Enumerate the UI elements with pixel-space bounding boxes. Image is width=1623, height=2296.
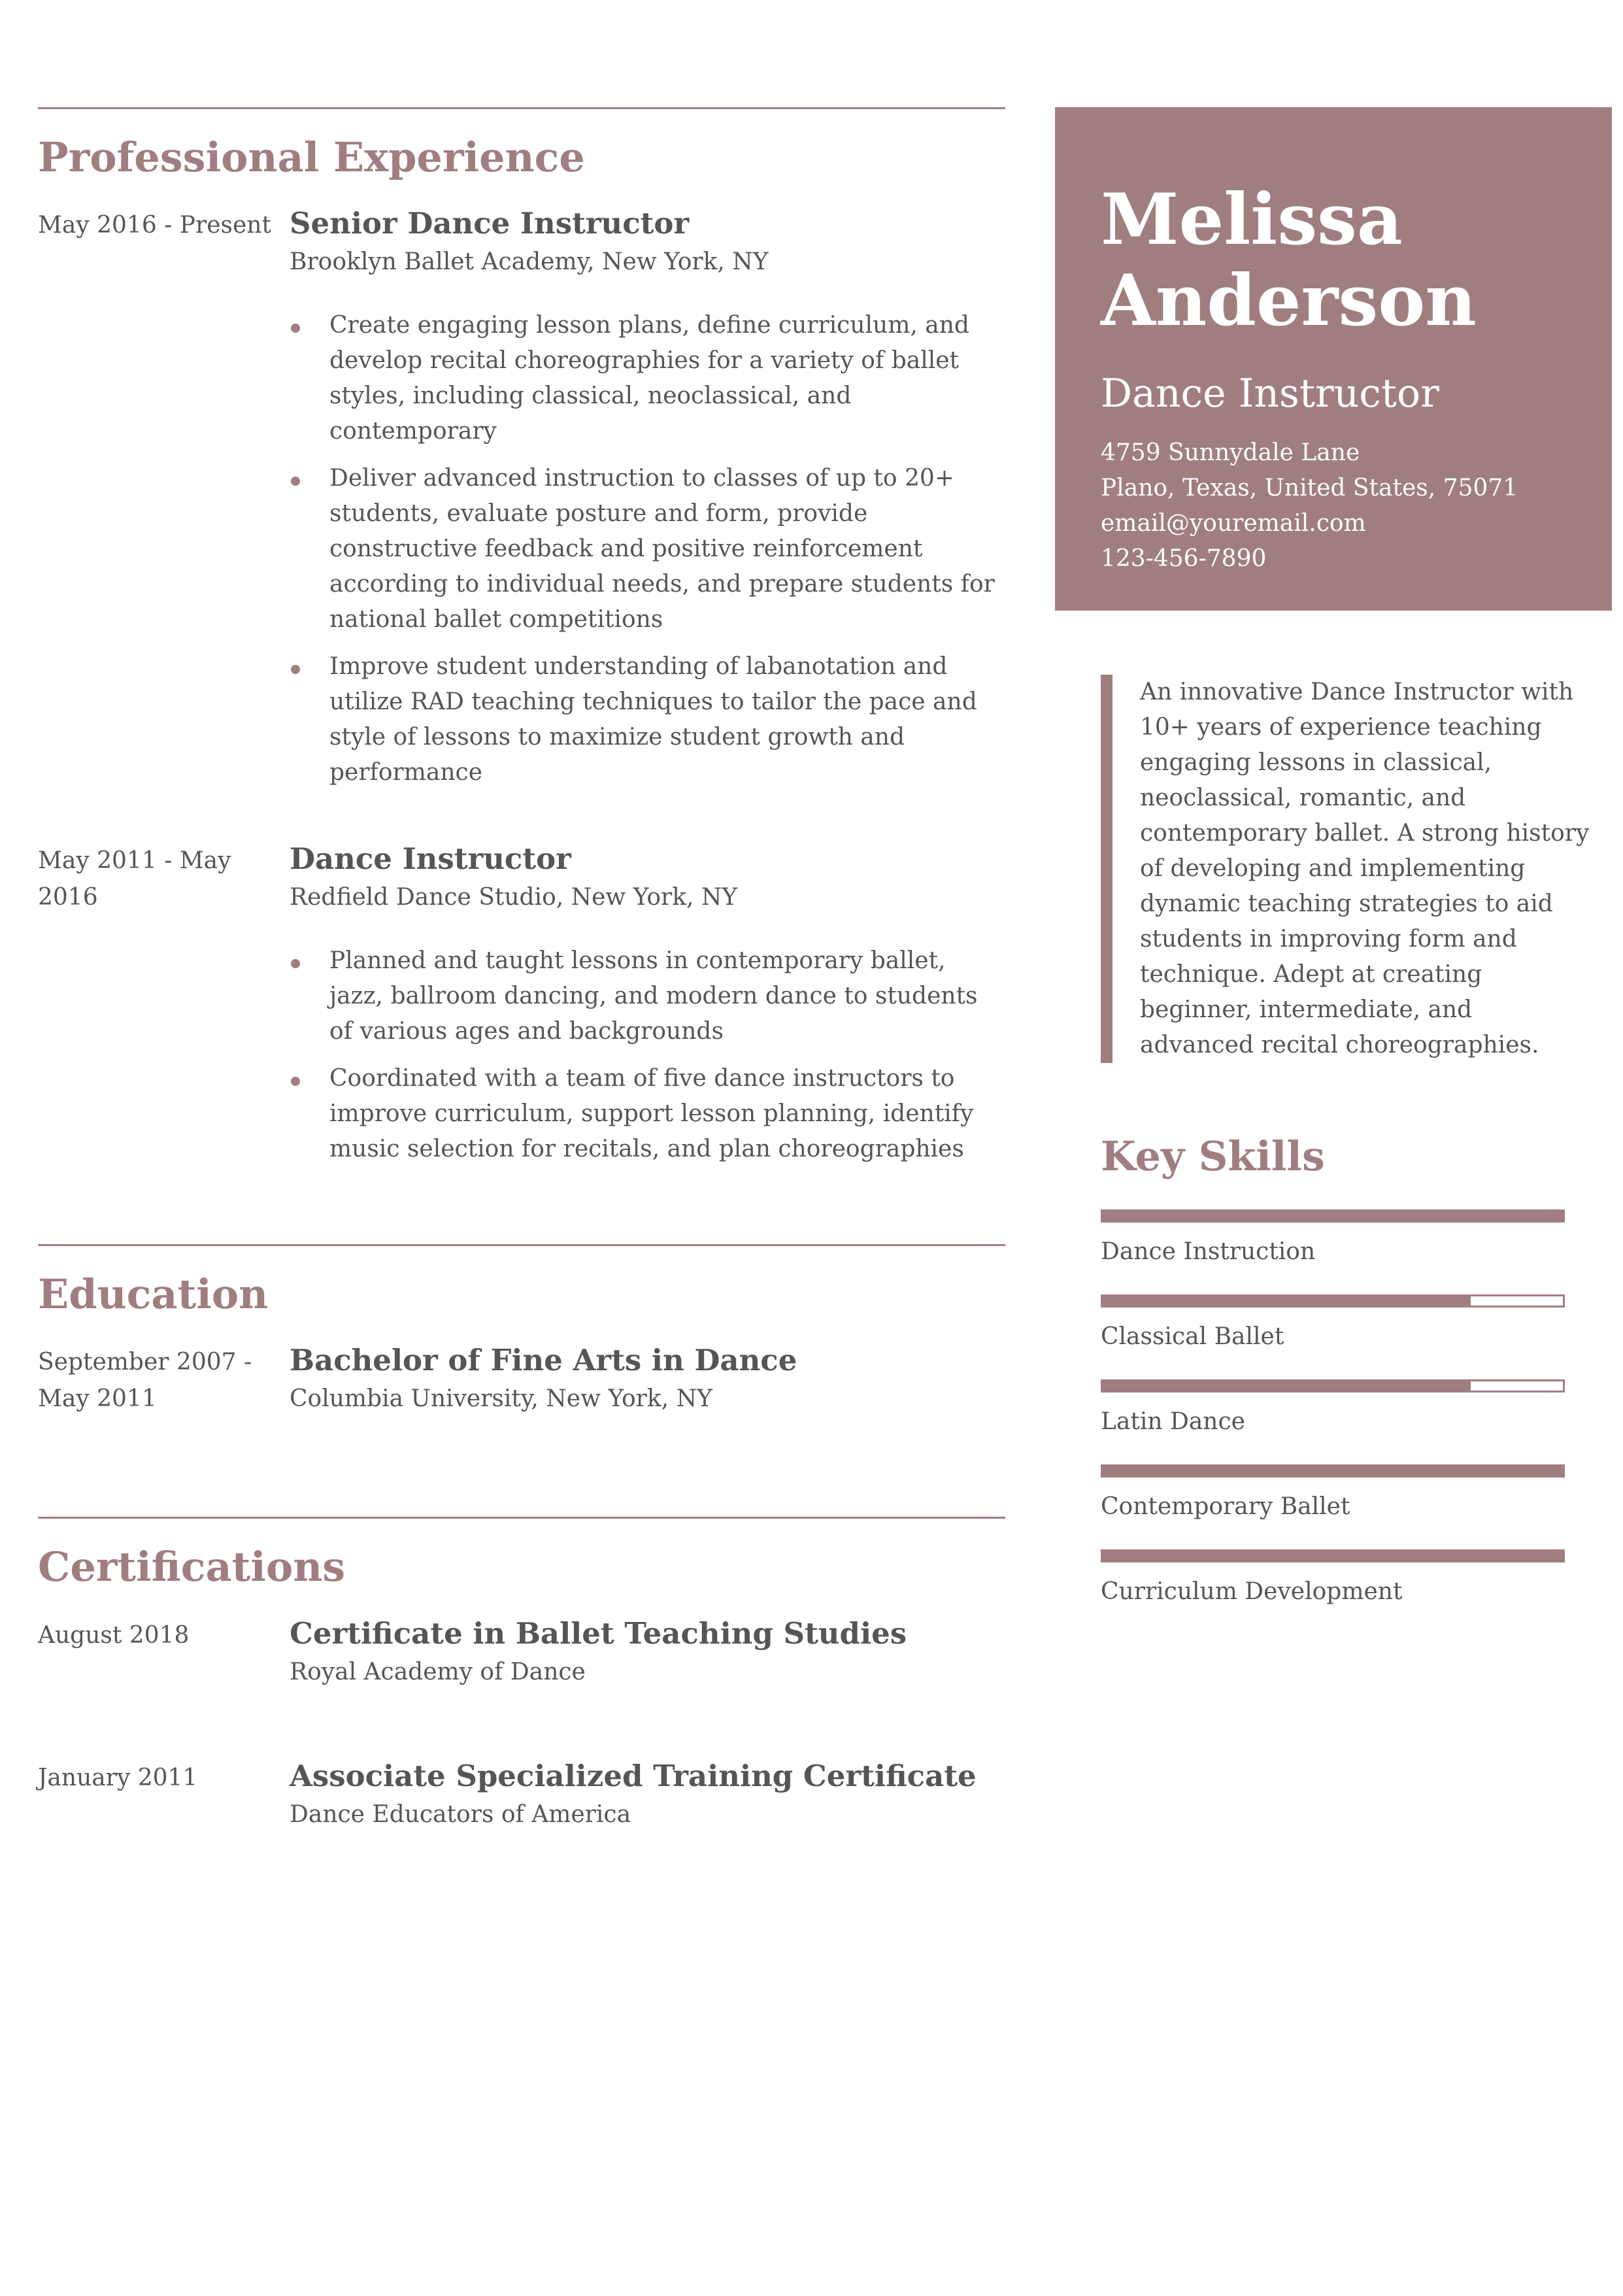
- certifications-section: [38, 1517, 1005, 1834]
- certifications-heading: Certifications: [38, 1543, 346, 1591]
- skill-label: Contemporary Ballet: [1101, 1493, 1350, 1520]
- sidebar-column: [1055, 107, 1612, 1634]
- job-title: Dance Instructor: [1101, 371, 1439, 416]
- job-entry: [38, 840, 1005, 1179]
- job-org: Redfield Dance Studio, New York, NY: [290, 884, 738, 911]
- skill-level-bar: [1101, 1549, 1565, 1562]
- skill-label: Dance Instruction: [1101, 1238, 1316, 1265]
- certification-date: January 2011: [38, 1764, 198, 1791]
- skill-level-fill: [1103, 1296, 1471, 1306]
- skill-level-fill: [1103, 1551, 1563, 1561]
- skill-level-bar: [1101, 1379, 1565, 1393]
- degree-name: Bachelor of Fine Arts in Dance: [290, 1343, 797, 1378]
- job-org: Brooklyn Ballet Academy, New York, NY: [290, 248, 769, 276]
- job-entry: [38, 205, 1005, 802]
- skill-level-fill: [1103, 1466, 1563, 1476]
- certification-name: Associate Specialized Training Certificate: [290, 1758, 977, 1793]
- last-name: Anderson: [1101, 260, 1477, 342]
- first-name: Melissa: [1101, 178, 1403, 261]
- skill-item: [1101, 1294, 1565, 1355]
- education-section: [38, 1244, 1005, 1517]
- contact-info: [1101, 435, 1566, 577]
- main-column: [38, 107, 1005, 1834]
- skill-item: [1101, 1464, 1565, 1525]
- email-address: email@youremail.com: [1101, 510, 1366, 537]
- education-dates: September 2007 - May 2011: [38, 1349, 252, 1413]
- profile-summary: An innovative Dance Instructor with 10+ years of experience teaching engaging lessons in classical, neoclassical, romantic, and contemporary ballet. A strong history of developing and implementing dynamic teaching strategies to aid students in improving form and technique. Adept at creating beginner, intermediate, and advanced recital choreographies.: [1101, 675, 1591, 1063]
- certification-issuer: Royal Academy of Dance: [290, 1658, 586, 1685]
- address-line-2: Plano, Texas, United States, 75071: [1101, 475, 1518, 501]
- skill-item: [1101, 1549, 1565, 1610]
- education-heading: Education: [38, 1270, 269, 1319]
- skill-label: Curriculum Development: [1101, 1578, 1403, 1605]
- skills-heading: Key Skills: [1101, 1132, 1325, 1180]
- phone-number: 123-456-7890: [1101, 545, 1267, 572]
- skill-level-fill: [1103, 1381, 1471, 1391]
- skill-level-bar: [1101, 1209, 1565, 1223]
- skill-item: [1101, 1209, 1565, 1270]
- certification-entry: [38, 1757, 1005, 1834]
- school-name: Columbia University, New York, NY: [290, 1385, 712, 1413]
- certification-date: August 2018: [38, 1621, 190, 1649]
- candidate-name: [1101, 179, 1566, 341]
- job-dates: May 2016 - Present: [38, 212, 271, 239]
- skill-level-bar: [1101, 1464, 1565, 1477]
- skill-level-fill: [1103, 1211, 1563, 1221]
- education-entry: [38, 1342, 1005, 1419]
- skill-item: [1101, 1379, 1565, 1440]
- bullet-item: Coordinated with a team of five dance instructors to improve curriculum, support lesson planning, identify music selection for recitals, and plan choreographies: [290, 1061, 1005, 1167]
- address-line-1: 4759 Sunnydale Lane: [1101, 439, 1360, 466]
- job-dates: May 2011 - May 2016: [38, 847, 231, 911]
- skill-level-bar: [1101, 1294, 1565, 1308]
- job-bullets: [290, 943, 1005, 1167]
- certification-name: Certificate in Ballet Teaching Studies: [290, 1615, 907, 1651]
- skills-list: [1101, 1209, 1565, 1610]
- certification-entry: [38, 1615, 1005, 1692]
- header-box: [1055, 107, 1612, 611]
- job-role: Dance Instructor: [290, 841, 571, 877]
- skills-section: [1101, 1132, 1565, 1610]
- job-role: Senior Dance Instructor: [290, 206, 690, 241]
- bullet-item: Planned and taught lessons in contemporary ballet, jazz, ballroom dancing, and modern dance to students of various ages and backgrounds: [290, 943, 1005, 1049]
- job-bullets: [290, 308, 1005, 790]
- certification-issuer: Dance Educators of America: [290, 1800, 631, 1828]
- skill-label: Classical Ballet: [1101, 1323, 1284, 1350]
- experience-section: [38, 107, 1005, 1244]
- bullet-item: Deliver advanced instruction to classes of up to 20+ students, evaluate posture and form, provide constructive feedback and positive reinforcement according to individual needs, and prepare students for national ballet competitions: [290, 461, 1005, 637]
- bullet-item: Create engaging lesson plans, define curriculum, and develop recital choreographies for a variety of ballet styles, including classical, neoclassical, and contemporary: [290, 308, 1005, 449]
- experience-heading: Professional Experience: [38, 133, 585, 181]
- skill-label: Latin Dance: [1101, 1408, 1245, 1435]
- bullet-item: Improve student understanding of labanotation and utilize RAD teaching techniques to tailor the pace and style of lessons to maximize student growth and performance: [290, 649, 1005, 790]
